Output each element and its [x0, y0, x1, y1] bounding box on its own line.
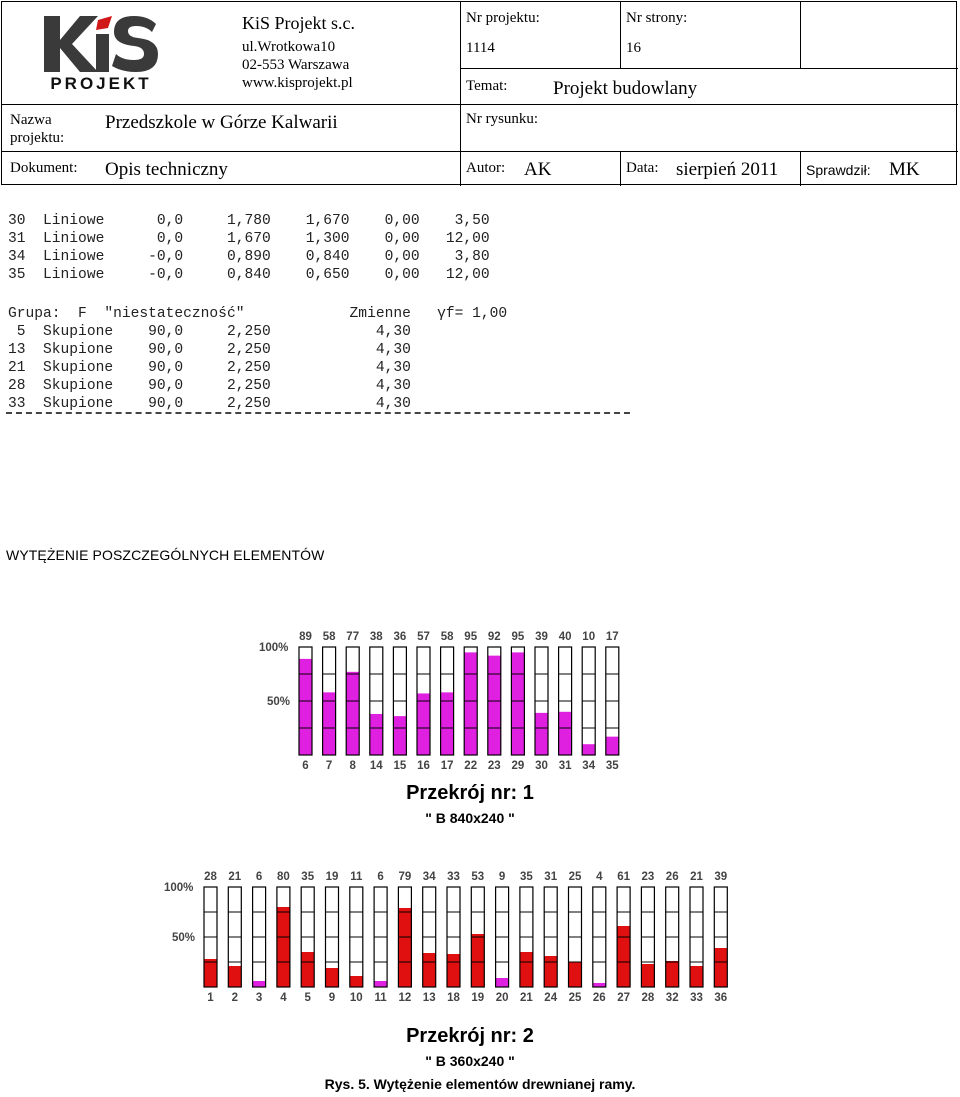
bar-fill [464, 652, 477, 755]
bar-category-label: 25 [568, 992, 582, 1004]
company-street: ul.Wrotkowa10 [242, 39, 336, 55]
bar-value-label: 39 [535, 631, 548, 643]
y-tick-label: 100% [259, 642, 289, 654]
bar-category-label: 3 [255, 992, 263, 1004]
bar-category-label: 18 [447, 992, 460, 1004]
bar-category-label: 27 [617, 992, 630, 1004]
bar-fill [228, 966, 241, 987]
bar-category-label: 12 [398, 992, 412, 1004]
bar-value-label: 6 [255, 871, 263, 883]
bar-value-label: 57 [417, 631, 430, 643]
bar-value-label: 6 [377, 871, 384, 883]
page-number: 16 [626, 40, 641, 56]
project-name-label-line1: Nazwa [10, 112, 52, 128]
bar-fill [617, 926, 630, 987]
bar-value-label: 19 [325, 871, 339, 883]
bar-fill [301, 952, 314, 987]
bar-category-label: 30 [535, 760, 548, 772]
bar-value-label: 26 [665, 871, 679, 883]
bar-value-label: 53 [471, 871, 485, 883]
bar-fill [511, 652, 524, 755]
bar-fill [714, 948, 727, 987]
bar-value-label: 39 [714, 871, 728, 883]
author: AK [524, 159, 552, 180]
bar-fill [447, 954, 460, 987]
listing-row: 30 Liniowe 0,0 1,780 1,670 0,00 3,50 [8, 213, 490, 229]
logo-wordmark: PROJEKT [50, 74, 152, 93]
bar-fill [690, 966, 703, 987]
document-label: Dokument: [10, 160, 78, 176]
bar-fill [326, 968, 339, 987]
bar-value-label: 35 [301, 871, 315, 883]
utilization-chart-section-1 [255, 620, 635, 772]
bar-fill [559, 712, 572, 755]
bar-fill [370, 714, 383, 755]
bar-category-label: 22 [464, 760, 478, 772]
bar-category-label: 10 [349, 992, 363, 1004]
bar-value-label: 80 [277, 871, 290, 883]
bar-fill [398, 908, 411, 987]
kis-logo-icon [42, 14, 160, 74]
company-logo [42, 14, 160, 96]
bar-value-label: 61 [617, 871, 630, 883]
bar-category-label: 32 [665, 992, 679, 1004]
bar-value-label: 58 [440, 631, 454, 643]
author-label: Autor: [466, 160, 506, 176]
bar-category-label: 2 [231, 992, 239, 1004]
bar-value-label: 17 [605, 631, 619, 643]
bar-fill [374, 981, 387, 987]
listing-row: 5 Skupione 90,0 2,250 4,30 [8, 324, 411, 340]
chart2-subtitle: " B 360x240 " [425, 1053, 515, 1069]
bar-value-label: 21 [228, 871, 242, 883]
page-number-label: Nr strony: [626, 10, 688, 26]
bar-category-label: 33 [690, 992, 703, 1004]
bar-value-label: 38 [369, 631, 383, 643]
bar-category-label: 17 [440, 760, 454, 772]
listing-row: 35 Liniowe -0,0 0,840 0,650 0,00 12,00 [8, 267, 490, 283]
bar-fill [666, 961, 679, 987]
bar-fill [569, 962, 582, 987]
listing-row: 28 Skupione 90,0 2,250 4,30 [8, 378, 411, 394]
listing-row: 13 Skupione 90,0 2,250 4,30 [8, 342, 411, 358]
bar-category-label: 5 [304, 992, 311, 1004]
bar-fill [520, 952, 533, 987]
bar-fill [417, 693, 430, 755]
listing-row: 31 Liniowe 0,0 1,670 1,300 0,00 12,00 [8, 231, 490, 247]
date-label: Data: [626, 160, 659, 176]
bar-fill [350, 976, 363, 987]
bar-fill [544, 956, 557, 987]
bar-fill [471, 934, 484, 987]
bar-value-label: 36 [393, 631, 407, 643]
bar-category-label: 34 [582, 760, 596, 772]
checked-by: MK [889, 159, 920, 180]
bar-value-label: 92 [487, 631, 501, 643]
chart2-title: Przekrój nr: 2 [406, 1025, 534, 1047]
bar-category-label: 26 [592, 992, 606, 1004]
bar-category-label: 23 [487, 760, 501, 772]
bar-category-label: 11 [374, 992, 387, 1004]
bar-value-label: 95 [511, 631, 525, 643]
bar-fill [582, 744, 595, 755]
project-number-label: Nr projektu: [466, 10, 540, 26]
bar-fill [606, 737, 619, 755]
drawing-number-label: Nr rysunku: [466, 111, 539, 127]
document-header [1, 1, 957, 185]
bar-fill [204, 959, 217, 987]
section-title: WYTĘŻENIE POSZCZEGÓLNYCH ELEMENTÓW [6, 547, 325, 563]
bar-category-label: 6 [302, 760, 309, 772]
bar-value-label: 89 [299, 631, 312, 643]
bar-category-label: 14 [369, 760, 383, 772]
bar-value-label: 25 [568, 871, 582, 883]
bar-value-label: 95 [464, 631, 478, 643]
listing-row: 34 Liniowe -0,0 0,890 0,840 0,00 3,80 [8, 249, 490, 265]
bar-fill [253, 981, 266, 987]
bar-fill [277, 907, 290, 987]
document-type: Opis techniczny [105, 159, 228, 180]
bar-category-label: 4 [280, 992, 287, 1004]
chart1-subtitle: " B 840x240 " [425, 810, 515, 826]
bar-value-label: 9 [498, 871, 506, 883]
figure-caption: Rys. 5. Wytężenie elementów drewnianej ramy. [324, 1076, 636, 1092]
bar-category-label: 13 [422, 992, 436, 1004]
bar-value-label: 33 [447, 871, 460, 883]
bar-value-label: 31 [544, 871, 558, 883]
company-name: KiS Projekt s.c. [242, 13, 356, 33]
bar-fill [423, 953, 436, 987]
bar-category-label: 15 [393, 760, 407, 772]
bar-fill [393, 716, 406, 755]
bar-category-label: 7 [325, 760, 333, 772]
bar-category-label: 19 [471, 992, 485, 1004]
bar-value-label: 58 [322, 631, 336, 643]
bar-value-label: 34 [422, 871, 436, 883]
dashed-divider [6, 412, 630, 414]
bar-value-label: 35 [520, 871, 533, 883]
listing-row: 33 Skupione 90,0 2,250 4,30 [8, 396, 411, 412]
bar-fill [641, 964, 654, 987]
checked-label: Sprawdził: [806, 162, 871, 178]
bar-value-label: 40 [558, 631, 572, 643]
bar-category-label: 36 [714, 992, 728, 1004]
bar-value-label: 28 [204, 871, 217, 883]
bar-category-label: 24 [544, 992, 558, 1004]
bar-category-label: 9 [328, 992, 336, 1004]
subject-label: Temat: [466, 78, 508, 94]
company-city: 02-553 Warszawa [242, 57, 350, 73]
bar-category-label: 21 [520, 992, 533, 1004]
bar-category-label: 20 [495, 992, 509, 1004]
bar-category-label: 1 [207, 992, 214, 1004]
bar-value-label: 79 [398, 871, 412, 883]
subject: Projekt budowlany [553, 78, 698, 99]
project-name-label-line2: projektu: [10, 130, 65, 146]
y-tick-label: 50% [172, 932, 196, 944]
project-number: 1114 [466, 40, 495, 56]
bar-value-label: 4 [596, 871, 603, 883]
y-tick-label: 100% [164, 882, 194, 894]
bar-fill [535, 713, 548, 755]
bar-value-label: 21 [690, 871, 703, 883]
bar-category-label: 8 [349, 760, 356, 772]
date: sierpień 2011 [676, 159, 779, 180]
bar-category-label: 28 [641, 992, 655, 1004]
utilization-chart-section-2 [160, 864, 730, 1009]
bar-value-label: 11 [350, 871, 363, 883]
bar-fill [488, 656, 501, 755]
bar-fill [346, 672, 359, 755]
bar-fill [496, 978, 509, 987]
y-tick-label: 50% [267, 696, 291, 708]
group-line: Grupa: F "niestateczność" Zmienne γf= 1,00 [8, 306, 508, 322]
project-name: Przedszkole w Górze Kalwarii [105, 112, 338, 133]
company-www[interactable]: www.kisprojekt.pl [242, 75, 353, 91]
bar-category-label: 31 [558, 760, 572, 772]
bar-fill [323, 692, 336, 755]
bar-category-label: 29 [511, 760, 525, 772]
bar-fill [441, 692, 454, 755]
listing-row: 21 Skupione 90,0 2,250 4,30 [8, 360, 411, 376]
bar-value-label: 10 [582, 631, 596, 643]
bar-category-label: 16 [417, 760, 430, 772]
bar-category-label: 35 [605, 760, 619, 772]
bar-value-label: 23 [641, 871, 655, 883]
chart1-title: Przekrój nr: 1 [406, 782, 534, 804]
bar-value-label: 77 [346, 631, 360, 643]
bar-fill [299, 659, 312, 755]
